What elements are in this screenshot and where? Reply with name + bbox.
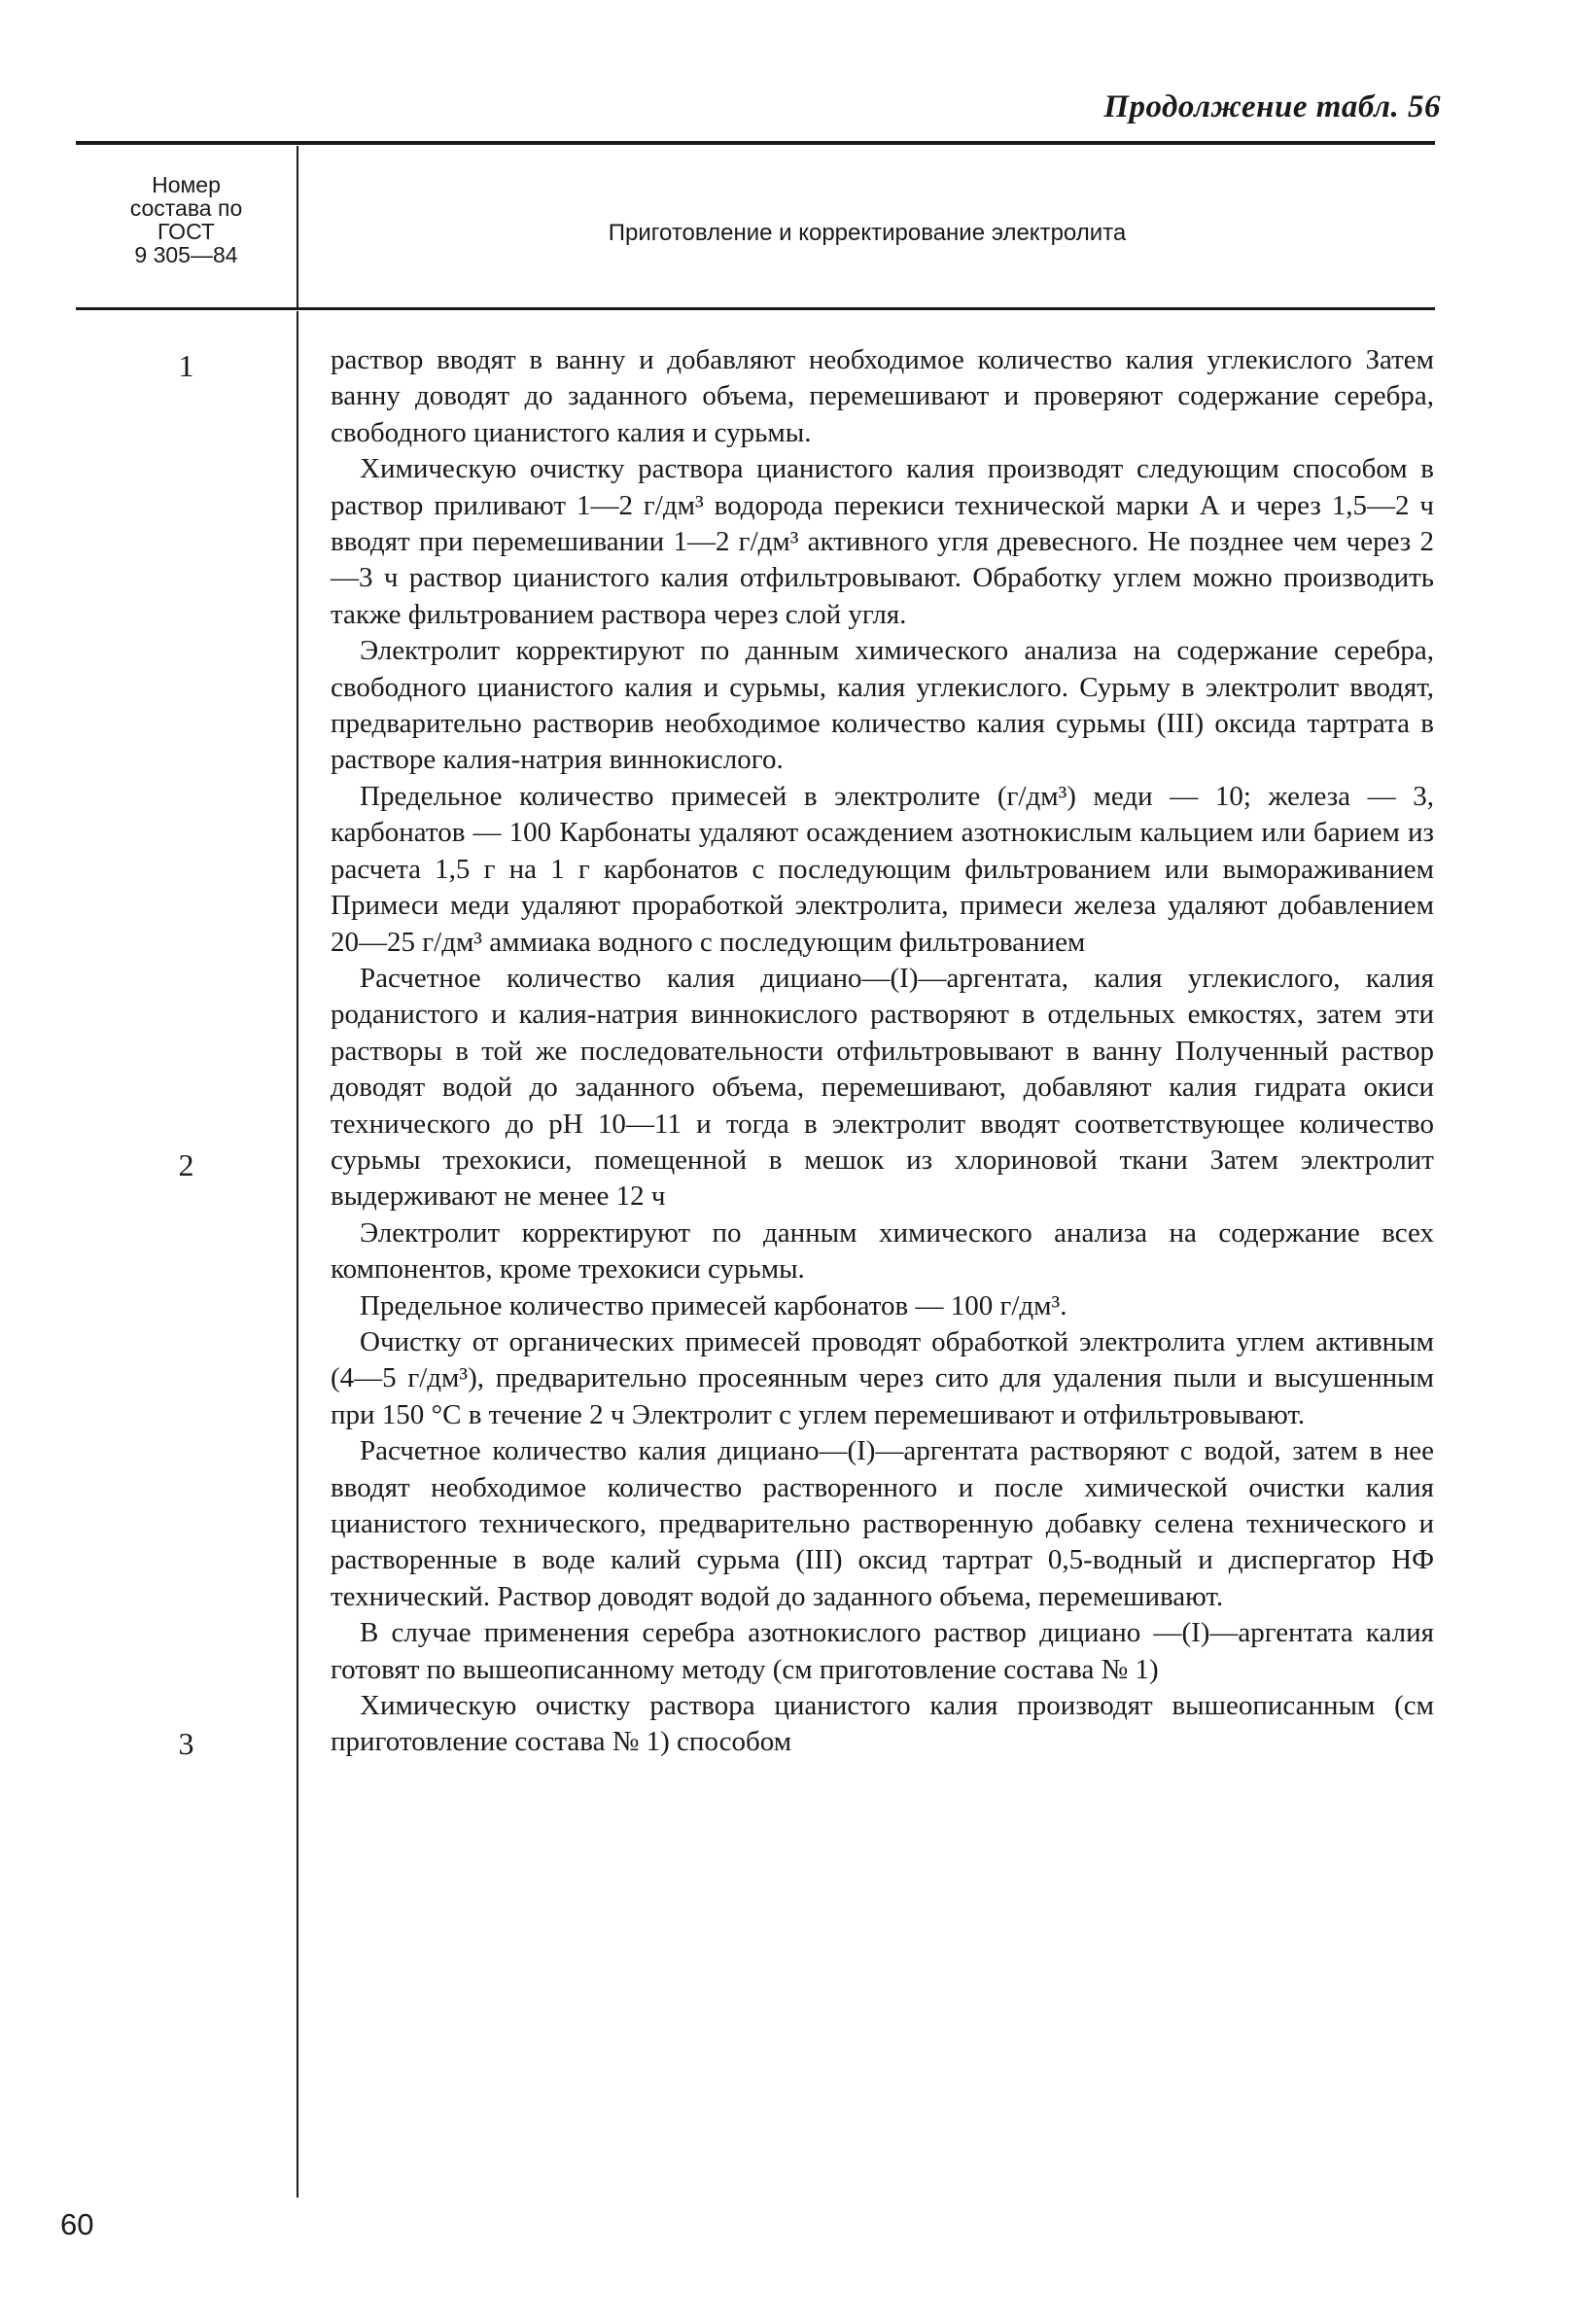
paragraph: Расчетное количество калия дициано—(I)—аргентата растворяют с водой, затем в нее вводят необходимое количество растворенного и после химической очистки калия цианистого технического, предварительно растворенную добавку селена технического и растворенные в воде калий сурьма (III) оксид тартрат 0,5-водный и диспергатор НФ технический. Раствор доводят водой до заданного объема, перемешивают. (331, 1435, 1434, 1612)
paragraph: Предельное количество примесей карбонатов — 100 г/дм³. (360, 1289, 1067, 1321)
header-col-preparation: Приготовление и корректирование электролита (608, 220, 1127, 246)
header-col1-line: ГОСТ (157, 219, 215, 244)
paragraph: Очистку от органических примесей проводят обработкой электролита углем активным (4—5 г/дм³), предварительно просеянным через сито для удаления пыли и высушенным при 150 °С в течение 2 ч Электролит с углем перемешивают и отфильтровывают. (331, 1325, 1434, 1430)
paragraph: Предельное количество примесей в электролите (г/дм³) меди — 10; железа — 3, карбонатов — 100 Карбонаты удаляют осаждением азотнокислым кальцием или барием из расчета 1,5 г на 1 г карбонатов с последующим фильтрованием или вымораживанием Примеси меди удаляют проработкой электролита, примеси железа удаляют добавлением 20—25 г/дм³ аммиака водного с последующим фильтрованием (331, 780, 1434, 958)
paragraph: Электролит корректируют по данным химического анализа на содержание серебра, свободного цианистого калия и сурьмы, калия углекислого. Сурьму в электролит вводят, предварительно растворив необходимое количество калия сурьмы (III) оксида тартрата в растворе калия-натрия виннокислого. (331, 635, 1434, 776)
header-column-divider (297, 146, 298, 307)
row-number: 1 (178, 348, 194, 383)
header-col1-line: состава по (129, 195, 243, 221)
paragraph: Электролит корректируют по данным химического анализа на содержание всех компонентов, кроме трехокиси сурьмы. (331, 1216, 1434, 1285)
paragraph: Расчетное количество калия дициано—(I)—аргентата, калия углекислого, калия роданистого и калия-натрия виннокислого растворяют в отдельных емкостях, затем эти растворы в той же последовательности отфильтровывают в ванну Полученный раствор доводят водой до заданного объема, перемешивают, добавляют калия гидрата окиси технического до рН 10—11 и тогда в электролит вводят соответствующее количество сурьмы трехокиси, помещенной в мешок из хлориновой ткани Затем электролит выдерживают не менее 12 ч (331, 962, 1434, 1213)
header-bottom-rule (76, 307, 1435, 310)
body-column-divider (297, 311, 298, 2198)
header-col-composition-number (78, 173, 295, 266)
table-continuation-caption: Продолжение табл. 56 (1103, 89, 1441, 124)
header-top-rule (76, 141, 1435, 145)
row-number: 2 (178, 1147, 194, 1182)
paragraph: Химическую очистку раствора цианистого калия производят следующим способом в раствор приливают 1—2 г/дм³ водорода перекиси технической марки А и через 1,5—2 ч вводят при перемешивании 1—2 г/дм³ активного угля древесного. Не позднее чем через 2—3 ч раствор цианистого калия отфильтровывают. Обработку углем можно производить также фильтрованием раствора через слой угля. (331, 453, 1434, 630)
paragraph: Химическую очистку раствора цианистого калия производят вышеописанным (см приготовление состава № 1) способом (331, 1690, 1434, 1758)
paragraph: раствор вводят в ванну и добавляют необходимое количество калия углекислого Затем ванну доводят до заданного объема, перемешивают и проверяют содержание серебра, свободного цианистого калия и сурьмы. (331, 344, 1434, 448)
header-col1-line: 9 305—84 (134, 242, 238, 267)
header-col1-line: Номер (152, 172, 221, 197)
paragraph: В случае применения серебра азотнокислого раствор дициано —(I)—аргентата калия готовят по вышеописанному методу (см приготовление состава № 1) (331, 1617, 1434, 1685)
row-number: 3 (178, 1726, 194, 1761)
page-number: 60 (60, 2207, 94, 2241)
table-body-text (331, 342, 1434, 1761)
